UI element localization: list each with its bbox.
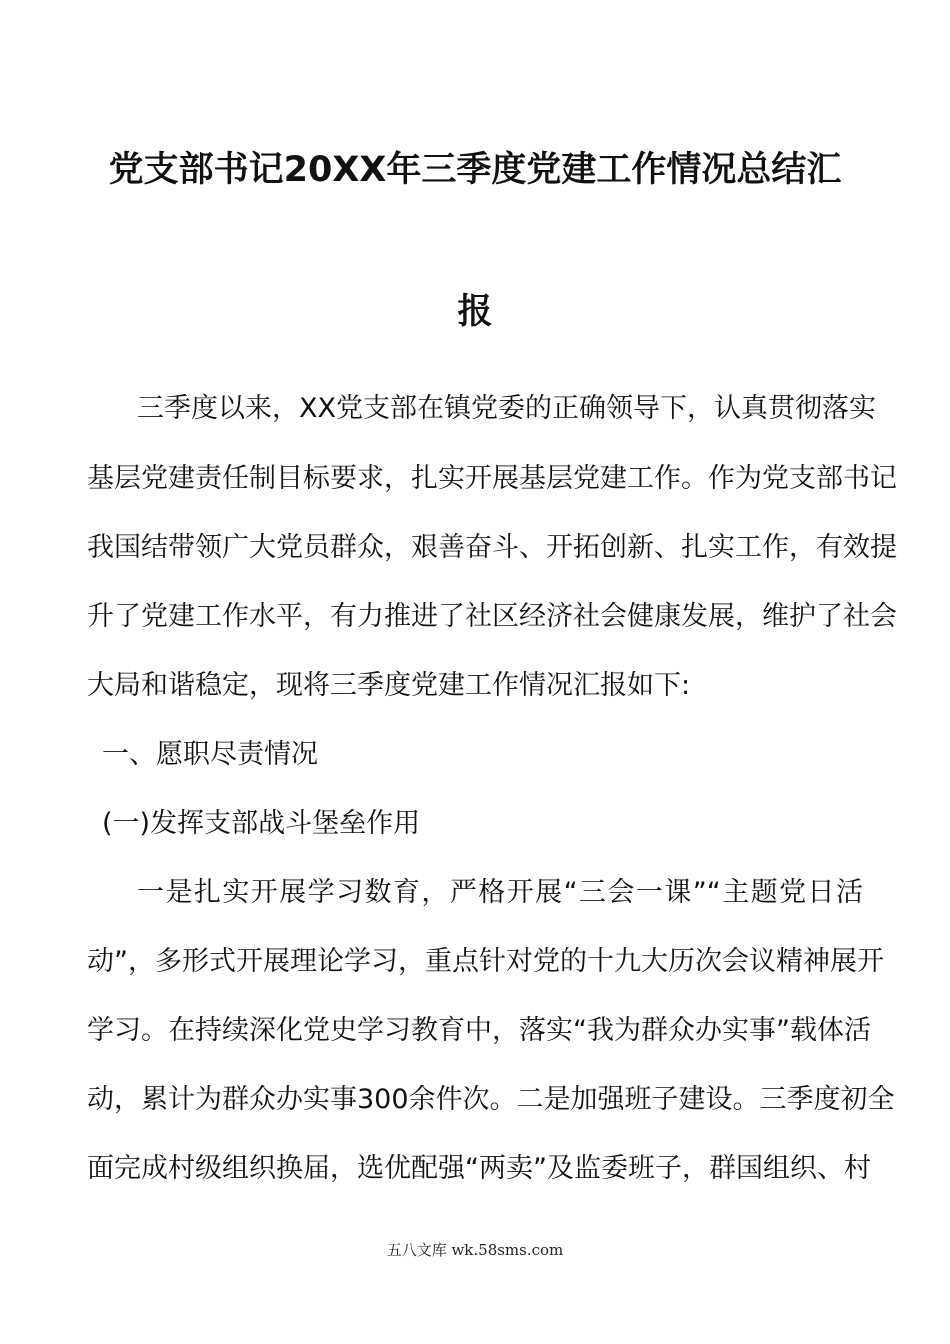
paragraph-2-line-2: 动”，多形式开展理论学习，重点针对党的十九大历次会议精神展开	[87, 946, 884, 977]
section-heading-1: 一、愿职尽责情况	[102, 739, 318, 770]
subsection-heading-1: (一)发挥支部战斗堡垒作用	[102, 808, 421, 839]
document-title-line-1: 党支部书记20XX年三季度党建工作情况总结汇	[108, 150, 842, 190]
paragraph-1-line-5: 大局和谐稳定，现将三季度党建工作情况汇报如下:	[87, 670, 691, 701]
paragraph-1-line-3: 我国结带领广大党员群众，艰善奋斗、开拓创新、扎实工作，有效提	[87, 532, 897, 563]
paragraph-2-line-5: 面完成村级组织换届，选优配强“两卖”及监委班子，群国组织、村	[87, 1153, 871, 1184]
paragraph-1-line-1: 三季度以来，XX党支部在镇党委的正确领导下，认真贯彻落实	[137, 393, 876, 424]
paragraph-1-line-2: 基层党建责任制目标要求，扎实开展基层党建工作。作为党支部书记	[87, 463, 897, 494]
paragraph-2-line-3: 学习。在持续深化党史学习教育中，落实“我为群众办实事”载体活	[87, 1015, 871, 1046]
page-footer: 五八文库 wk.58sms.com	[386, 1241, 564, 1259]
document-title-line-2: 报	[457, 292, 493, 332]
paragraph-2-line-4: 动，累计为群众办实事300余件次。二是加强班子建设。三季度初全	[87, 1084, 895, 1115]
paragraph-1-line-4: 升了党建工作水平，有力推进了社区经济社会健康发展，维护了社会	[87, 601, 897, 632]
paragraph-2-line-1: 一是扎实开展学习数育，严格开展“三会一课”“主题党日活	[137, 877, 863, 908]
